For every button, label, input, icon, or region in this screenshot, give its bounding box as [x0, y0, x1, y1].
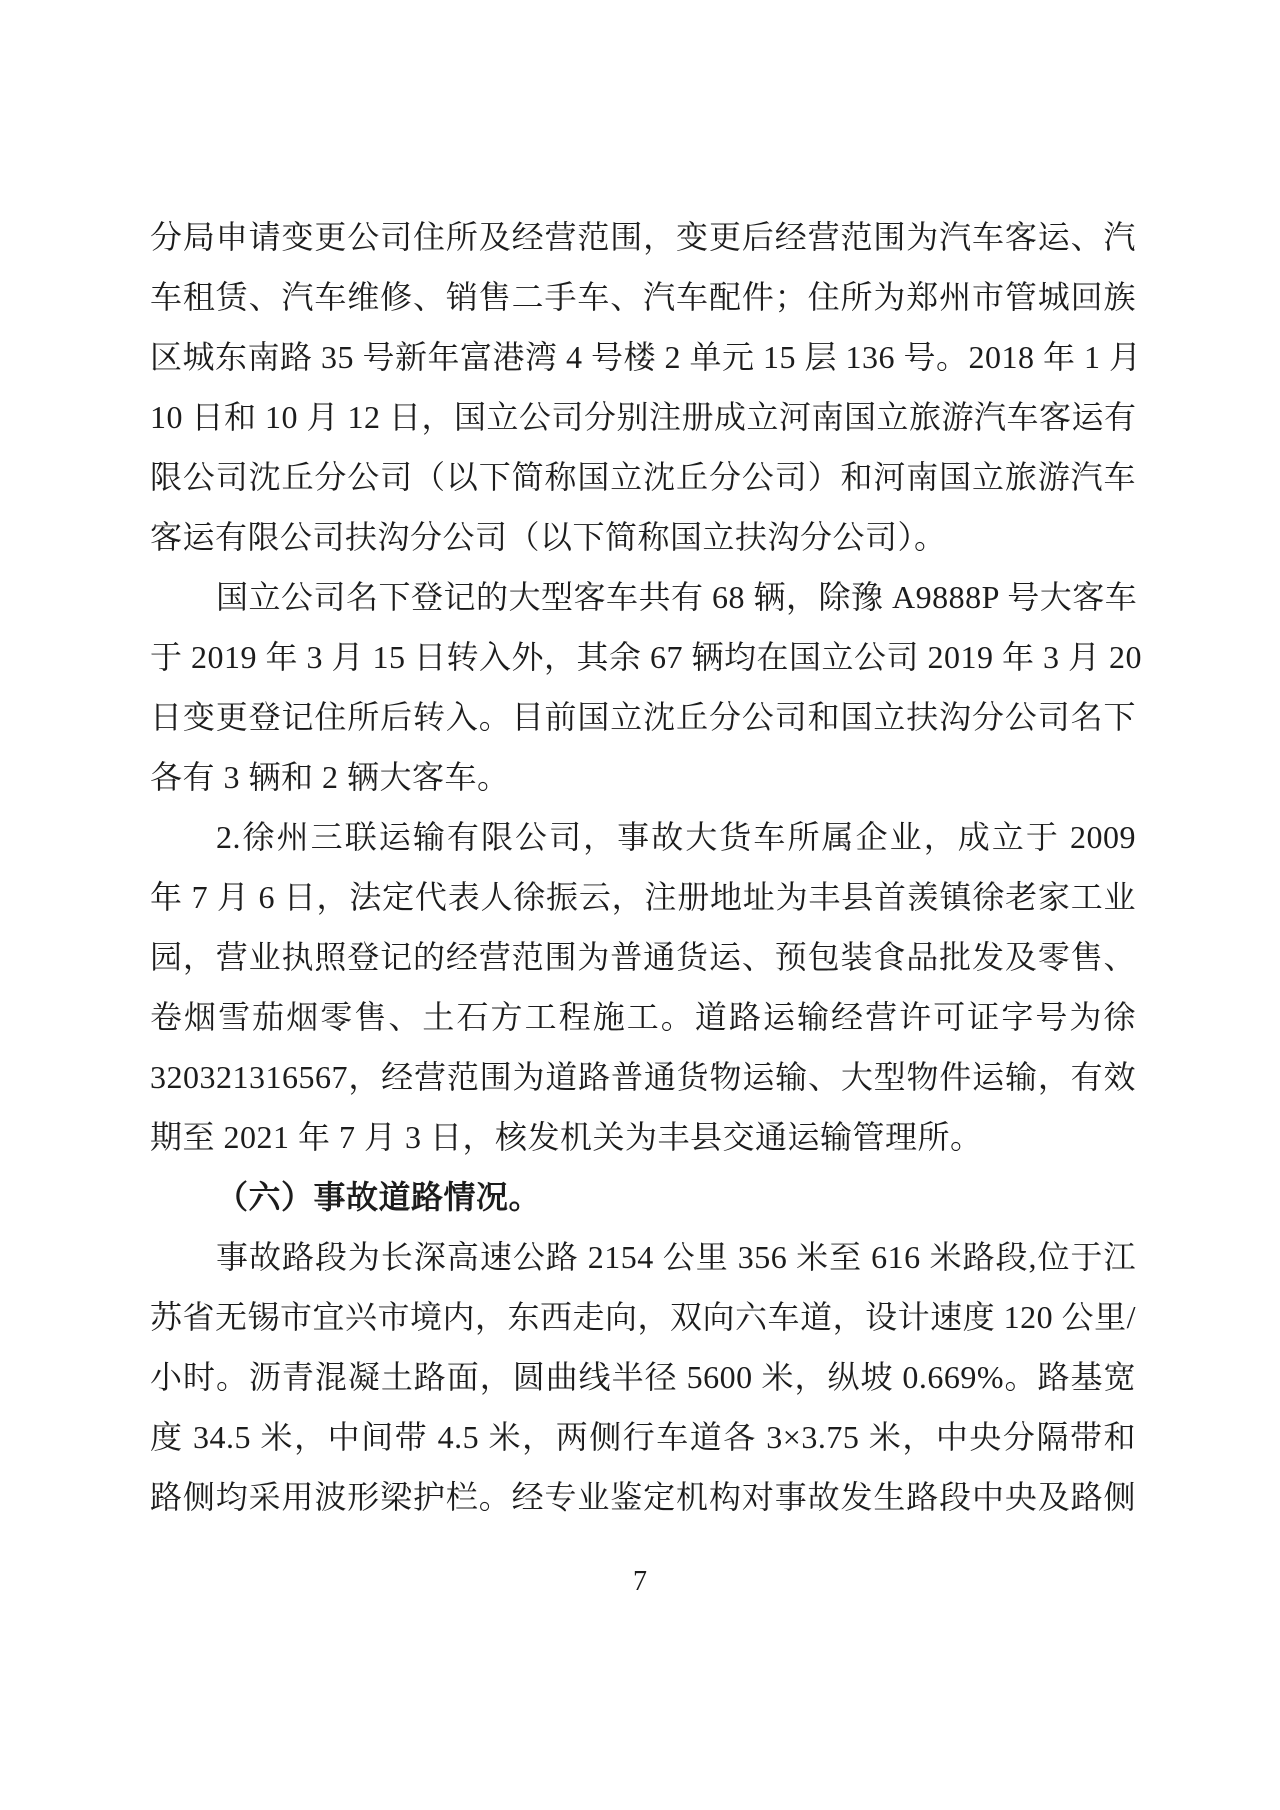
text-body — [150, 207, 1143, 1527]
text-line: 路侧均采用波形梁护栏。经专业鉴定机构对事故发生路段中央及路侧 — [150, 1479, 1136, 1515]
text-line: 年 7 月 6 日，法定代表人徐振云，注册地址为丰县首羡镇徐老家工业 — [150, 879, 1136, 915]
text-line: 车租赁、汽车维修、销售二手车、汽车配件；住所为郑州市管城回族 — [150, 279, 1136, 315]
text-line: 10 日和 10 月 12 日，国立公司分别注册成立河南国立旅游汽车客运有 — [150, 399, 1137, 435]
text-line: 期至 2021 年 7 月 3 日，核发机关为丰县交通运输管理所。 — [150, 1119, 983, 1155]
text-line: 限公司沈丘分公司（以下简称国立沈丘分公司）和河南国立旅游汽车 — [150, 459, 1136, 495]
text-line: 各有 3 辆和 2 辆大客车。 — [150, 759, 510, 795]
text-line: 度 34.5 米，中间带 4.5 米，两侧行车道各 3×3.75 米，中央分隔带和 — [150, 1419, 1136, 1455]
page-number: 7 — [633, 1566, 647, 1597]
text-line: 日变更登记住所后转入。目前国立沈丘分公司和国立扶沟分公司名下 — [150, 699, 1136, 735]
text-line: 卷烟雪茄烟零售、土石方工程施工。道路运输经营许可证字号为徐 — [150, 999, 1136, 1035]
text-line: 园，营业执照登记的经营范围为普通货运、预包装食品批发及零售、 — [150, 939, 1136, 975]
text-line: 国立公司名下登记的大型客车共有 68 辆，除豫 A9888P 号大客车 — [216, 579, 1138, 615]
text-line: 区城东南路 35 号新年富港湾 4 号楼 2 单元 15 层 136 号。2018 年 1 月 — [150, 339, 1142, 375]
text-line: 苏省无锡市宜兴市境内，东西走向，双向六车道，设计速度 120 公里/ — [150, 1299, 1136, 1335]
text-line: 客运有限公司扶沟分公司（以下简称国立扶沟分公司）。 — [150, 519, 947, 555]
text-line: 事故路段为长深高速公路 2154 公里 356 米至 616 米路段,位于江 — [216, 1239, 1136, 1275]
text-line: 320321316567，经营范围为道路普通货物运输、大型物件运输，有效 — [150, 1059, 1136, 1095]
text-line: 2.徐州三联运输有限公司，事故大货车所属企业，成立于 2009 — [216, 819, 1136, 855]
text-line: 小时。沥青混凝土路面，圆曲线半径 5600 米，纵坡 0.669%。路基宽 — [150, 1359, 1136, 1395]
section-heading: （六）事故道路情况。 — [216, 1179, 542, 1215]
text-line: 于 2019 年 3 月 15 日转入外，其余 67 辆均在国立公司 2019 年 3 月 20 — [150, 639, 1143, 675]
text-line: 分局申请变更公司住所及经营范围，变更后经营范围为汽车客运、汽 — [150, 219, 1136, 255]
